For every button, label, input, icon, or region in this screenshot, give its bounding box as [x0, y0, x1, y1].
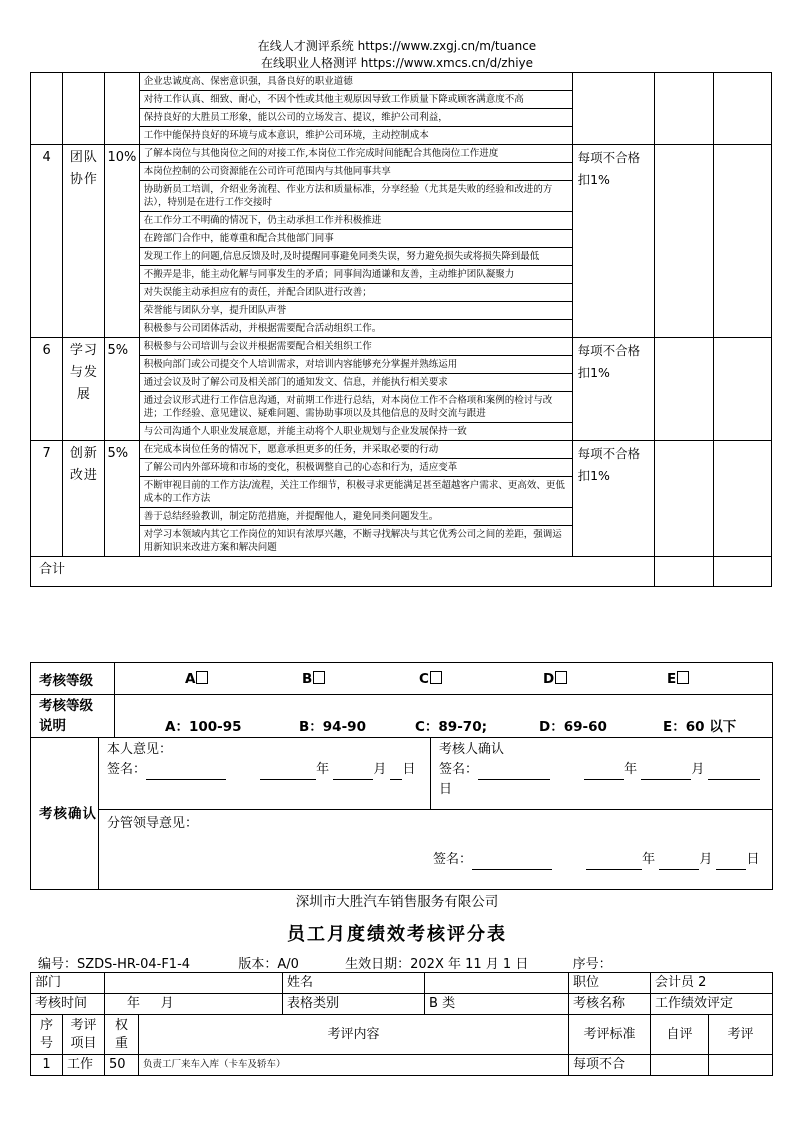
name-label: 姓名 [283, 973, 425, 994]
confirm-label: 考核确认 [31, 738, 99, 890]
self-score-cell[interactable] [655, 145, 713, 338]
col-item: 考评项目 [63, 1015, 105, 1055]
row-eval[interactable] [709, 1055, 773, 1076]
standard-cell [572, 73, 655, 145]
grade-option-e[interactable]: E [667, 671, 689, 687]
period-value[interactable]: 年 月 [105, 994, 283, 1015]
criteria-text: 积极参与公司培训与会议并根据需要配合相关组织工作 [139, 338, 572, 356]
criteria-text: 积极向部门或公司提交个人培训需求，对培训内容能够充分掌握并熟练运用 [139, 356, 572, 374]
self-opinion-label: 本人意见： [107, 742, 173, 757]
grade-options [115, 663, 773, 695]
item-name: 创新改进 [63, 441, 105, 557]
form-seq: 序号： [572, 957, 612, 972]
eval-score-cell[interactable] [713, 73, 771, 145]
form-effective-date: 生效日期：202X 年 11 月 1 日 [345, 957, 529, 972]
criteria-text: 不搬弄是非，能主动化解与同事发生的矛盾；同事间沟通谦和友善，主动维护团队凝聚力 [139, 266, 572, 284]
col-content: 考评内容 [139, 1015, 569, 1055]
checkbox-icon [196, 671, 208, 684]
criteria-text: 了解本岗位与其他岗位之间的对接工作,本岗位工作完成时间能配合其他岗位工作进度 [139, 145, 572, 163]
standard-cell: 每项不合格扣1% [572, 338, 655, 441]
total-row [31, 557, 772, 587]
self-score-cell[interactable] [655, 441, 713, 557]
total-label: 合计 [31, 557, 655, 587]
confirm-table [30, 737, 773, 890]
checkbox-icon [677, 671, 689, 684]
name-value[interactable] [425, 973, 569, 994]
grade-desc-label: 考核等级说明 [31, 695, 115, 738]
form-type-value: B 类 [425, 994, 569, 1015]
next-form-table [30, 972, 773, 1076]
grade-option-d[interactable]: D [543, 671, 667, 687]
col-standard: 考评标准 [569, 1015, 651, 1055]
criteria-text: 在工作分工不明确的情况下，仍主动承担工作并积极推进 [139, 212, 572, 230]
criteria-text: 本岗位控制的公司资源能在公司许可范围内与其他同事共享 [139, 163, 572, 181]
row-content: 负责工厂来车入库（卡车及轿车） [139, 1055, 569, 1076]
position-value: 会计员 2 [651, 973, 773, 994]
item-number: 4 [31, 145, 63, 338]
item-number: 6 [31, 338, 63, 441]
dept-label: 部门 [31, 973, 105, 994]
grade-table [30, 662, 773, 738]
criteria-text: 在完成本岗位任务的情况下，愿意承担更多的任务，并采取必要的行动 [139, 441, 572, 459]
grade-label: 考核等级 [31, 663, 115, 695]
item-name: 学习与发展 [63, 338, 105, 441]
criteria-text: 对待工作认真、细致、耐心，不因个性或其他主观原因导致工作质量下降或顾客满意度不高 [139, 91, 572, 109]
criteria-text: 了解公司内外部环境和市场的变化，积极调整自己的心态和行为，适应变革 [139, 459, 572, 477]
eval-score-cell[interactable] [713, 441, 771, 557]
header-line-2: 在线职业人格测评 https://www.xmcs.cn/d/zhiye [260, 56, 534, 70]
criteria-row [31, 338, 772, 356]
criteria-text: 企业忠诚度高、保密意识强，具备良好的职业道德 [139, 73, 572, 91]
row-self[interactable] [651, 1055, 709, 1076]
grade-option-b[interactable]: B [302, 671, 419, 687]
row-weight: 50 [105, 1055, 139, 1076]
period-label: 考核时间 [31, 994, 105, 1015]
checkbox-icon [313, 671, 325, 684]
self-score-cell[interactable] [655, 338, 713, 441]
criteria-text: 不断审视目前的工作方法/流程，关注工作细节，积极寻求更能满足甚至超越客户需求、更高效、更低成本的工作方法 [139, 477, 572, 508]
assessor-sign-line[interactable]: 签名： 年 月 日 [439, 760, 764, 800]
item-name: 团队协作 [63, 145, 105, 338]
standard-cell: 每项不合格扣1% [572, 441, 655, 557]
criteria-text: 善于总结经验教训，制定防范措施，并提醒他人，避免同类问题发生。 [139, 508, 572, 526]
criteria-row [31, 441, 772, 459]
assess-name-value: 工作绩效评定 [651, 994, 773, 1015]
grade-option-a[interactable]: A [185, 671, 302, 687]
item-number: 7 [31, 441, 63, 557]
item-weight: 5% [105, 441, 139, 557]
criteria-text: 协助新员工培训，介绍业务流程、作业方法和质量标准，分享经验（尤其是失败的经验和改进的方法），特别是在进行工作交接时 [139, 181, 572, 212]
leader-sign-line[interactable]: 签名： 年 月 日 [433, 850, 759, 870]
header-line-1: 在线人才测评系统 https://www.zxgj.cn/m/tuance [257, 39, 537, 53]
grade-desc-d: D：69-60 [539, 719, 607, 735]
col-weight: 权重 [105, 1015, 139, 1055]
row-num: 1 [31, 1055, 63, 1076]
standard-cell: 每项不合格扣1% [572, 145, 655, 338]
form-version: 版本：A/0 [238, 957, 299, 972]
criteria-text: 积极参与公司团体活动，并根据需要配合活动组织工作。 [139, 320, 572, 338]
item-weight: 5% [105, 338, 139, 441]
grade-desc-c: C：89-70; [415, 719, 487, 735]
eval-score-cell[interactable] [713, 145, 771, 338]
row-standard: 每项不合 [569, 1055, 651, 1076]
criteria-row [31, 145, 772, 163]
grade-desc-e: E：60 以下 [663, 719, 737, 735]
total-self-cell[interactable] [655, 557, 713, 587]
position-label: 职位 [569, 973, 651, 994]
item-weight: 10% [105, 145, 139, 338]
assess-name-label: 考核名称 [569, 994, 651, 1015]
criteria-text: 对失误能主动承担应有的责任，并配合团队进行改善； [139, 284, 572, 302]
self-score-cell[interactable] [655, 73, 713, 145]
col-seq: 序号 [31, 1015, 63, 1055]
criteria-text: 通过会议及时了解公司及相关部门的通知发文、信息，并能执行相关要求 [139, 374, 572, 392]
criteria-text: 与公司沟通个人职业发展意愿，并能主动将个人职业规划与企业发展保持一致 [139, 423, 572, 441]
col-eval: 考评 [709, 1015, 773, 1055]
checkbox-icon [430, 671, 442, 684]
criteria-text: 对学习本领域内其它工作岗位的知识有浓厚兴趣，不断寻找解决与其它优秀公司之间的差距，强调运用新知识来改进方案和解决问题 [139, 526, 572, 557]
criteria-text: 通过会议形式进行工作信息沟通，对前期工作进行总结，对本岗位工作不合格项和案例的检讨与改进；工作经验、意见建议、疑难问题、需协助事项以及其他信息的及时交流与跟进 [139, 392, 572, 423]
form-type-label: 表格类别 [283, 994, 425, 1015]
criteria-text: 发现工作上的问题,信息反馈及时,及时提醒同事避免同类失误，努力避免损失或将损失降到最低 [139, 248, 572, 266]
assessor-label: 考核人确认 [439, 742, 505, 757]
leader-opinion-label: 分管领导意见： [107, 816, 199, 831]
criteria-text: 工作中能保持良好的环境与成本意识，维护公司环境，主动控制成本 [139, 127, 572, 145]
form-meta [38, 953, 612, 972]
company-name: 深圳市大胜汽车销售服务有限公司 [295, 894, 499, 910]
criteria-text: 保持良好的大胜员工形象，能以公司的立场发言、提议，维护公司利益， [139, 109, 572, 127]
form-title: 员工月度绩效考核评分表 [287, 924, 507, 945]
grade-desc-b: B：94-90 [299, 719, 366, 735]
criteria-row [31, 73, 772, 91]
eval-score-cell[interactable] [713, 338, 771, 441]
grade-option-c[interactable]: C [419, 671, 543, 687]
grade-desc-a: A：100-95 [165, 719, 242, 735]
total-eval-cell[interactable] [713, 557, 771, 587]
self-sign-line[interactable]: 签名： 年 月 日 [107, 760, 422, 780]
dept-value[interactable] [105, 973, 283, 994]
criteria-text: 荣誉能与团队分享，提升团队声誉 [139, 302, 572, 320]
criteria-text: 在跨部门合作中，能尊重和配合其他部门同事 [139, 230, 572, 248]
form-code: 编号：SZDS-HR-04-F1-4 [38, 957, 191, 972]
col-self: 自评 [651, 1015, 709, 1055]
assessment-table [30, 72, 772, 587]
checkbox-icon [555, 671, 567, 684]
row-item: 工作 [63, 1055, 105, 1076]
